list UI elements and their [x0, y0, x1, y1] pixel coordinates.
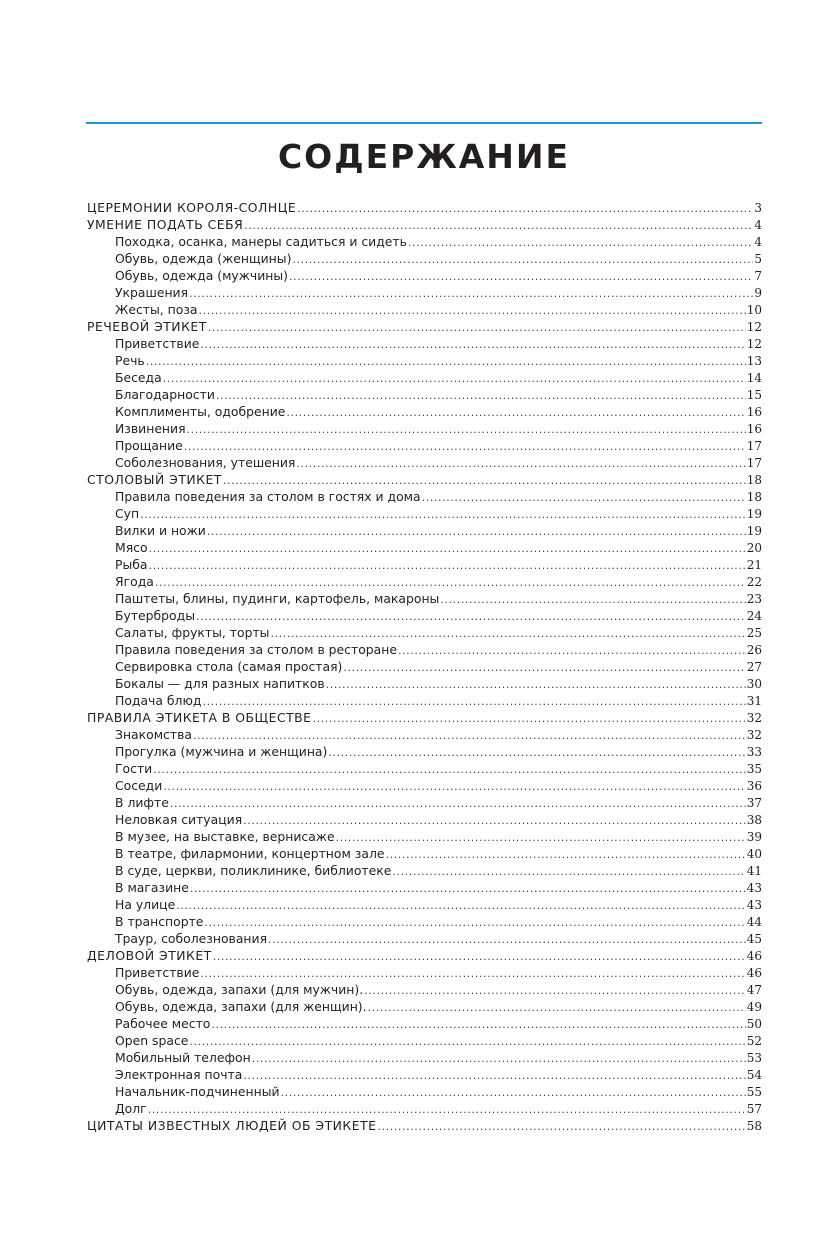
toc-page-number: 30	[746, 677, 762, 691]
toc-page-number: 9	[754, 286, 762, 300]
toc-subsection-entry[interactable]	[87, 879, 762, 896]
dot-leader	[199, 302, 746, 319]
toc-page-number: 43	[746, 898, 762, 912]
toc-subsection-entry[interactable]	[87, 267, 762, 284]
toc-entry-label: Паштеты, блины, пудинги, картофель, макароны	[115, 591, 440, 606]
toc-subsection-entry[interactable]	[87, 250, 762, 267]
toc-subsection-entry[interactable]	[87, 590, 762, 607]
dot-leader	[364, 982, 746, 999]
toc-page-number: 55	[746, 1085, 762, 1099]
dot-leader	[176, 897, 746, 914]
toc-entry-label: На улице	[115, 897, 176, 912]
toc-subsection-entry[interactable]	[87, 964, 762, 981]
dot-leader	[297, 200, 753, 217]
toc-page-number: 33	[746, 745, 762, 759]
toc-subsection-entry[interactable]	[87, 998, 762, 1015]
dot-leader	[252, 1050, 746, 1067]
toc-subsection-entry[interactable]	[87, 403, 762, 420]
toc-page-number: 37	[746, 796, 762, 810]
toc-subsection-entry[interactable]	[87, 930, 762, 947]
toc-subsection-entry[interactable]	[87, 862, 762, 879]
toc-entry-label: Салаты, фрукты, торты	[115, 625, 270, 640]
toc-entry-label: В музее, на выставке, вернисаже	[115, 829, 335, 844]
toc-subsection-entry[interactable]	[87, 726, 762, 743]
dot-leader	[377, 1118, 745, 1135]
toc-entry-label: Рабочее место	[115, 1016, 211, 1031]
toc-page-number: 38	[746, 813, 762, 827]
toc-entry-label: ПРАВИЛА ЭТИКЕТА В ОБЩЕСТВЕ	[87, 710, 312, 725]
dot-leader	[244, 217, 753, 234]
toc-subsection-entry[interactable]	[87, 1083, 762, 1100]
toc-subsection-entry[interactable]	[87, 437, 762, 454]
toc-entry-label: Прогулка (мужчина и женщина)	[115, 744, 328, 759]
toc-page-number: 46	[746, 966, 762, 980]
dot-leader	[398, 642, 746, 659]
toc-entry-label: ЦИТАТЫ ИЗВЕСТНЫХ ЛЮДЕЙ ОБ ЭТИКЕТЕ	[87, 1118, 377, 1133]
toc-entry-label: Мясо	[115, 540, 148, 555]
toc-subsection-entry[interactable]	[87, 1049, 762, 1066]
toc-entry-label: Комплименты, одобрение	[115, 404, 286, 419]
dot-leader	[296, 455, 745, 472]
dot-leader	[155, 574, 746, 591]
toc-section-entry[interactable]	[87, 709, 762, 726]
dot-leader	[208, 319, 746, 336]
toc-page-number: 41	[746, 864, 762, 878]
toc-entry-label: Рыба	[115, 557, 148, 572]
toc-entry-label: Обувь, одежда (женщины)	[115, 251, 292, 266]
toc-entry-label: Вилки и ножи	[115, 523, 206, 538]
toc-entry-label: Соседи	[115, 778, 163, 793]
toc-entry-label: Благодарности	[115, 387, 215, 402]
toc-entry-label: Украшения	[115, 285, 189, 300]
toc-page-number: 25	[746, 626, 762, 640]
toc-entry-label: В лифте	[115, 795, 169, 810]
dot-leader	[386, 846, 746, 863]
dot-leader	[422, 489, 746, 506]
toc-page-number: 13	[746, 354, 762, 368]
toc-subsection-entry[interactable]	[87, 828, 762, 845]
toc-entry-label: Подача блюд	[115, 693, 202, 708]
toc-entry-label: Open space	[115, 1033, 189, 1048]
toc-page-number: 40	[746, 847, 762, 861]
toc-entry-label: УМЕНИЕ ПОДАТЬ СЕБЯ	[87, 217, 244, 232]
toc-subsection-entry[interactable]	[87, 794, 762, 811]
toc-subsection-entry[interactable]	[87, 335, 762, 352]
dot-leader	[146, 353, 746, 370]
dot-leader	[211, 1016, 745, 1033]
toc-subsection-entry[interactable]	[87, 675, 762, 692]
toc-entry-label: Обувь, одежда, запахи (для мужчин).	[115, 982, 364, 997]
toc-subsection-entry[interactable]	[87, 454, 762, 471]
toc-entry-label: Траур, соболезнования	[115, 931, 268, 946]
dot-leader	[392, 863, 745, 880]
toc-page-number: 57	[746, 1102, 762, 1116]
dot-leader	[193, 727, 746, 744]
dot-leader	[202, 693, 745, 710]
toc-entry-label: Правила поведения за столом в гостях и дома	[115, 489, 421, 504]
toc-entry-label: Знакомства	[115, 727, 192, 742]
toc-section-entry[interactable]	[87, 947, 762, 964]
toc-subsection-entry[interactable]	[87, 1100, 762, 1117]
toc-entry-label: Неловкая ситуация	[115, 812, 243, 827]
toc-entry-label: Мобильный телефон	[115, 1050, 251, 1065]
toc-entry-label: В магазине	[115, 880, 189, 895]
toc-page-number: 45	[746, 932, 762, 946]
toc-subsection-entry[interactable]	[87, 845, 762, 862]
toc-subsection-entry[interactable]	[87, 352, 762, 369]
toc-page-number: 23	[746, 592, 762, 606]
dot-leader	[204, 914, 745, 931]
dot-leader	[343, 659, 745, 676]
toc-page-number: 32	[746, 711, 762, 725]
toc-page-number: 18	[746, 490, 762, 504]
toc-page-number: 10	[746, 303, 762, 317]
dot-leader	[196, 608, 746, 625]
dot-leader	[326, 676, 746, 693]
top-accent-rule	[86, 122, 762, 124]
dot-leader	[243, 1067, 745, 1084]
toc-subsection-entry[interactable]	[87, 505, 762, 522]
toc-subsection-entry[interactable]	[87, 658, 762, 675]
toc-section-entry[interactable]	[87, 318, 762, 335]
dot-leader	[190, 880, 746, 897]
toc-page-number: 17	[746, 456, 762, 470]
toc-page-number: 14	[746, 371, 762, 385]
dot-leader	[189, 285, 753, 302]
toc-page-number: 21	[746, 558, 762, 572]
dot-leader	[328, 744, 745, 761]
toc-entry-label: Прощание	[115, 438, 183, 453]
toc-page-number: 24	[746, 609, 762, 623]
toc-page-number: 16	[746, 422, 762, 436]
toc-entry-label: Беседа	[115, 370, 162, 385]
toc-page-number: 58	[746, 1119, 762, 1133]
toc-section-entry[interactable]	[87, 199, 762, 216]
toc-subsection-entry[interactable]	[87, 233, 762, 250]
toc-page-number: 17	[746, 439, 762, 453]
dot-leader	[289, 268, 753, 285]
dot-leader	[153, 761, 745, 778]
toc-entry-label: Сервировка стола (самая простая)	[115, 659, 343, 674]
dot-leader	[440, 591, 745, 608]
toc-subsection-entry[interactable]	[87, 913, 762, 930]
toc-subsection-entry[interactable]	[87, 369, 762, 386]
toc-entry-label: Соболезнования, утешения	[115, 455, 296, 470]
toc-subsection-entry[interactable]	[87, 539, 762, 556]
dot-leader	[163, 778, 745, 795]
toc-entry-label: РЕЧЕВОЙ ЭТИКЕТ	[87, 319, 207, 334]
toc-subsection-entry[interactable]	[87, 1032, 762, 1049]
dot-leader	[408, 234, 753, 251]
toc-entry-label: Приветствие	[115, 965, 200, 980]
toc-entry-label: Походка, осанка, манеры садиться и сидеть	[115, 234, 407, 249]
toc-entry-label: В театре, филармонии, концертном зале	[115, 846, 385, 861]
dot-leader	[163, 370, 746, 387]
toc-page-number: 36	[746, 779, 762, 793]
dot-leader	[189, 1033, 745, 1050]
toc-subsection-entry[interactable]	[87, 760, 762, 777]
toc-page-number: 19	[746, 524, 762, 538]
dot-leader	[292, 251, 753, 268]
toc-entry-label: СТОЛОВЫЙ ЭТИКЕТ	[87, 472, 222, 487]
dot-leader	[187, 421, 746, 438]
toc-page-number: 4	[754, 218, 762, 232]
toc-subsection-entry[interactable]	[87, 777, 762, 794]
dot-leader	[148, 1101, 746, 1118]
toc-page-number: 3	[754, 201, 762, 215]
toc-entry-label: Извинения	[115, 421, 186, 436]
toc-entry-label: Суп	[115, 506, 140, 521]
toc-subsection-entry[interactable]	[87, 573, 762, 590]
toc-page-number: 46	[746, 949, 762, 963]
toc-page-number: 35	[746, 762, 762, 776]
toc-page-number: 27	[746, 660, 762, 674]
toc-page-number: 39	[746, 830, 762, 844]
toc-page-number: 47	[746, 983, 762, 997]
toc-page-number: 12	[746, 337, 762, 351]
dot-leader	[184, 438, 746, 455]
toc-subsection-entry[interactable]	[87, 692, 762, 709]
toc-page-number: 12	[746, 320, 762, 334]
toc-subsection-entry[interactable]	[87, 488, 762, 505]
dot-leader	[170, 795, 746, 812]
toc-subsection-entry[interactable]	[87, 607, 762, 624]
toc-page-number: 49	[746, 1000, 762, 1014]
toc-entry-label: Гости	[115, 761, 153, 776]
toc-subsection-entry[interactable]	[87, 743, 762, 760]
dot-leader	[270, 625, 745, 642]
toc-page-number: 20	[746, 541, 762, 555]
dot-leader	[368, 999, 746, 1016]
toc-section-entry[interactable]	[87, 1117, 762, 1134]
toc-subsection-entry[interactable]	[87, 522, 762, 539]
toc-entry-label: Бутерброды	[115, 608, 195, 623]
toc-subsection-entry[interactable]	[87, 556, 762, 573]
toc-entry-label: ДЕЛОВОЙ ЭТИКЕТ	[87, 948, 212, 963]
dot-leader	[268, 931, 746, 948]
toc-entry-label: Речь	[115, 353, 145, 368]
toc-page-number: 5	[754, 252, 762, 266]
toc-subsection-entry[interactable]	[87, 1066, 762, 1083]
toc-page-number: 44	[746, 915, 762, 929]
dot-leader	[336, 829, 746, 846]
toc-page-number: 4	[754, 235, 762, 249]
toc-section-entry[interactable]	[87, 216, 762, 233]
toc-subsection-entry[interactable]	[87, 301, 762, 318]
toc-entry-label: Приветствие	[115, 336, 200, 351]
toc-page-number: 22	[746, 575, 762, 589]
toc-subsection-entry[interactable]	[87, 386, 762, 403]
page-title: СОДЕРЖАНИЕ	[277, 137, 571, 176]
toc-page-number: 15	[746, 388, 762, 402]
toc-page-number: 18	[746, 473, 762, 487]
toc-entry-label: Начальник-подчиненный	[115, 1084, 280, 1099]
dot-leader	[140, 506, 746, 523]
dot-leader	[286, 404, 745, 421]
toc-entry-label: ЦЕРЕМОНИИ КОРОЛЯ-СОЛНЦЕ	[87, 200, 297, 215]
toc-entry-label: В транспорте	[115, 914, 204, 929]
dot-leader	[149, 540, 746, 557]
toc-page-number: 52	[746, 1034, 762, 1048]
toc-entry-label: Ягода	[115, 574, 154, 589]
toc-subsection-entry[interactable]	[87, 641, 762, 658]
dot-leader	[216, 387, 746, 404]
toc-page-number: 19	[746, 507, 762, 521]
toc-subsection-entry[interactable]	[87, 1015, 762, 1032]
dot-leader	[243, 812, 746, 829]
dot-leader	[281, 1084, 746, 1101]
dot-leader	[200, 336, 745, 353]
toc-page-number: 26	[746, 643, 762, 657]
dot-leader	[313, 710, 746, 727]
toc-page-number: 43	[746, 881, 762, 895]
toc-entry-label: Долг	[115, 1101, 147, 1116]
toc-entry-label: Бокалы — для разных напитков	[115, 676, 325, 691]
toc-page-number: 54	[746, 1068, 762, 1082]
table-of-contents	[87, 199, 762, 1134]
dot-leader	[213, 948, 746, 965]
toc-subsection-entry[interactable]	[87, 624, 762, 641]
toc-page-number: 32	[746, 728, 762, 742]
toc-subsection-entry[interactable]	[87, 420, 762, 437]
toc-page-number: 7	[754, 269, 762, 283]
toc-page-number: 50	[746, 1017, 762, 1031]
toc-entry-label: В суде, церкви, поликлинике, библиотеке	[115, 863, 392, 878]
toc-entry-label: Правила поведения за столом в ресторане	[115, 642, 397, 657]
toc-entry-label: Электронная почта	[115, 1067, 243, 1082]
dot-leader	[200, 965, 745, 982]
toc-page-number: 31	[746, 694, 762, 708]
toc-section-entry[interactable]	[87, 471, 762, 488]
toc-subsection-entry[interactable]	[87, 896, 762, 913]
dot-leader	[223, 472, 746, 489]
toc-subsection-entry[interactable]	[87, 981, 762, 998]
toc-entry-label: Жесты, поза	[115, 302, 198, 317]
toc-page-number: 16	[746, 405, 762, 419]
toc-page-number: 53	[746, 1051, 762, 1065]
toc-subsection-entry[interactable]	[87, 811, 762, 828]
toc-subsection-entry[interactable]	[87, 284, 762, 301]
toc-entry-label: Обувь, одежда, запахи (для женщин).	[115, 999, 367, 1014]
toc-entry-label: Обувь, одежда (мужчины)	[115, 268, 289, 283]
dot-leader	[149, 557, 746, 574]
dot-leader	[207, 523, 746, 540]
